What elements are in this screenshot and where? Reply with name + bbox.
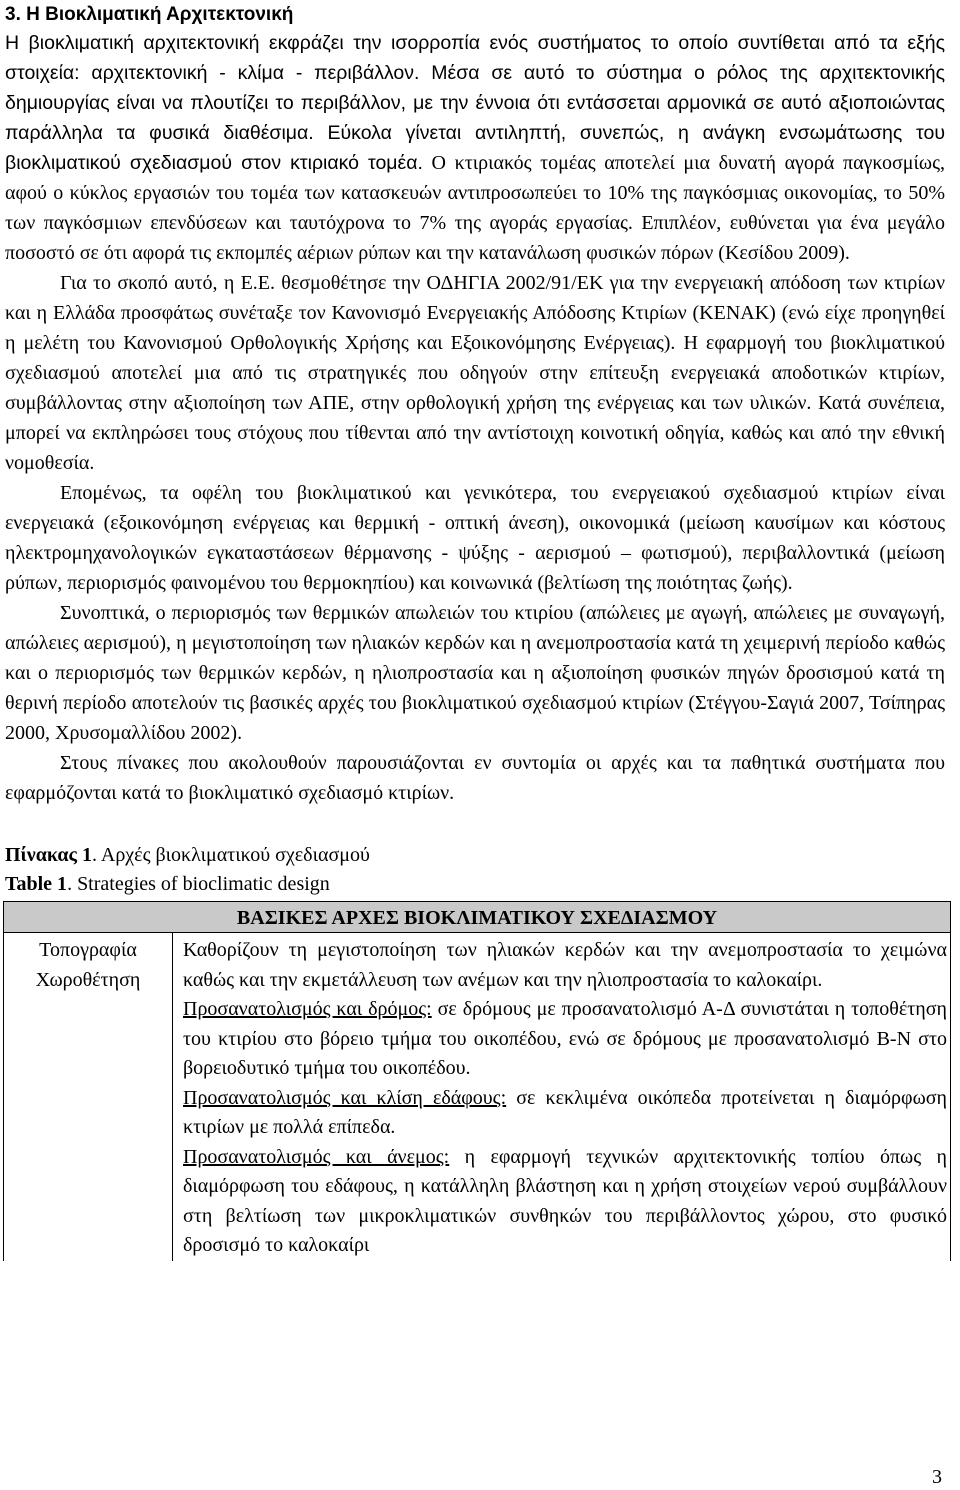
description-item-slope bbox=[183, 1084, 947, 1143]
table-label-greek: Πίνακας 1 bbox=[5, 844, 92, 866]
table-caption-greek bbox=[5, 841, 945, 870]
category-line-2: Χωροθέτηση bbox=[35, 968, 141, 991]
item-text: σε κεκλιμένα οικόπεδα προτείνεται η διαμόρφωση κτιρίων με πολλά επίπεδα. bbox=[183, 1086, 947, 1138]
item-heading: Προσανατολισμός και δρόμος: bbox=[183, 998, 432, 1020]
table-caption-english bbox=[5, 870, 945, 899]
item-text: σε δρόμους με προσανατολισμό Α-Δ συνιστάται η τοποθέτηση του κτιρίου στο βόρειο τμήμα του οικοπέδου, ενώ σε δρόμους με προσανατολισμό Β-Ν στο βορειοδυτικό τμήμα του οικοπέδου. bbox=[183, 998, 947, 1079]
table-label-english: Table 1 bbox=[5, 873, 68, 895]
description-lead: Καθορίζουν τη μεγιστοποίηση των ηλιακών κερδών και την ανεμοπροστασία το χειμώνα καθώς και την εκμετάλλευση των ανέμων και την ηλιοπροστασία το καλοκαίρι. bbox=[183, 939, 947, 991]
item-heading: Προσανατολισμός και άνεμος: bbox=[183, 1145, 450, 1168]
table-header: ΒΑΣΙΚΕΣ ΑΡΧΕΣ ΒΙΟΚΛΙΜΑΤΙΚΟΥ ΣΧΕΔΙΑΣΜΟΥ bbox=[4, 902, 951, 933]
item-text: η εφαρμογή τεχνικών αρχιτεκτονικής τοπίου όπως η διαμόρφωση του εδάφους, η κατάλληλη βλάστηση και η χρήση στοιχείων νερού συμβάλλουν στη βελτίωση των μικροκλιματικών συνθηκών του περιβάλλοντος χώρου, στο φυσικό δροσισμό το καλοκαίρι bbox=[183, 1145, 947, 1256]
category-line-1: Τοπογραφία bbox=[39, 939, 137, 961]
body-paragraph-3: Συνοπτικά, ο περιορισμός των θερμικών απωλειών του κτιρίου (απώλειες με αγωγή, απώλειες με συναγωγή, απώλειες αερισμού), η μεγιστοποίηση των ηλιακών κερδών και η ανεμοπροστασία κατά τη χειμερινή περίοδο καθώς και ο περιορισμός των θερμικών κερδών, η ηλιοπροστασία και η αξιοποίηση φυσικών πηγών δροσισμού κατά τη θερινή περίοδο αποτελούν τις βασικές αρχές του βιοκλιματικού σχεδιασμού κτιρίων (Στέγγου-Σαγιά 2007, Τσίπηρας 2000, Χρυσομαλλίδου 2002). bbox=[5, 602, 945, 744]
body-paragraph-2: Επομένως, τα οφέλη του βιοκλιματικού και γενικότερα, του ενεργειακού σχεδιασμού κτιρίων είναι ενεργειακά (εξοικονόμηση ενέργειας και θερμική - οπτική άνεση), οικονομικά (μείωση καυσίμων και κόστους ηλεκτρομηχανολογικών εγκαταστάσεων θέρμανσης - ψύξης - αερισμού – φωτισμού), περιβαλλοντικά (μείωση ρύπων, περιορισμός φαινομένου του θερμοκηπίου) και κοινωνικά (βελτίωση της ποιότητας ζωής). bbox=[5, 482, 945, 594]
table-row bbox=[4, 933, 951, 1261]
body-paragraph-4: Στους πίνακες που ακολουθούν παρουσιάζονται εν συντομία οι αρχές και τα παθητικά συστήματα που εφαρμόζονται κατά το βιοκλιματικό σχεδιασμό κτιρίων. bbox=[5, 752, 945, 804]
description-item-wind bbox=[183, 1143, 947, 1261]
category-cell bbox=[4, 933, 173, 1261]
description-cell bbox=[173, 933, 951, 1261]
description-item-street bbox=[183, 995, 947, 1084]
table-title-greek: . Αρχές βιοκλιματικού σχεδιασμού bbox=[91, 844, 370, 866]
table-header-row bbox=[4, 902, 951, 933]
intro-continuation: Ο κτιριακός τομέας αποτελεί μια δυνατή αγορά παγκοσμίως, αφού ο κύκλος εργασιών του τομέα των κατασκευών αντιπροσωπεύει το 10% της παγκόσμιας οικονομίας, το 50% των παγκόσμιων επενδύσεων και ταυτόχρονα το 7% της αγοράς εργασίας. Επιπλέον, ευθύνεται για ένα μεγάλο ποσοστό σε ότι αφορά τις εκπομπές αέριων ρύπων και την κατανάλωση φυσικών πόρων (Κεσίδου 2009). bbox=[5, 152, 945, 264]
intro-text: Η βιοκλιματική αρχιτεκτονική εκφράζει την ισορροπία ενός συστήματος το οποίο συντίθεται από τα εξής στοιχεία: αρχιτεκτονική - κλίμα - περιβάλλον. Μέσα σε αυτό το σύστημα ο ρόλος της αρχιτεκτονικής δημιουργίας είναι να πλουτίζει το περιβάλλον, με την έννοια ότι εντάσσεται αρμονικά σε αυτό αξιοποιώντας παράλληλα τα φυσικά διαθέσιμα. Εύκολα γίνεται αντιληπτή, συνεπώς, η ανάγκη ενσωμάτωσης του βιοκλιματικού σχεδιασμού στον κτιριακό τομέα. bbox=[5, 32, 945, 174]
table-caption bbox=[5, 841, 945, 899]
table-title-english: . Strategies of bioclimatic design bbox=[67, 873, 330, 895]
item-heading: Προσανατολισμός και κλίση εδάφους: bbox=[183, 1086, 507, 1109]
document-page bbox=[5, 0, 945, 1261]
section-title: 3. Η Βιοκλιματική Αρχιτεκτονική bbox=[5, 4, 294, 25]
intro-paragraph bbox=[5, 28, 945, 268]
page-number: 3 bbox=[932, 1466, 942, 1488]
strategies-table bbox=[3, 901, 951, 1261]
body-paragraph-1: Για το σκοπό αυτό, η Ε.Ε. θεσμοθέτησε την ΟΔΗΓΙΑ 2002/91/ΕΚ για την ενεργειακή απόδοση των κτιρίων και η Ελλάδα προσφάτως συνέταξε τον Κανονισμό Ενεργειακής Απόδοσης Κτιρίων (ΚΕΝΑΚ) (ενώ είχε προηγηθεί η μελέτη του Κανονισμού Ορθολογικής Χρήσης και Εξοικονόμησης Ενέργειας). Η εφαρμογή του βιοκλιματικού σχεδιασμού αποτελεί μια από τις στρατηγικές που οδηγούν στην επίτευξη ενεργειακά αποδοτικών κτιρίων, συμβάλλοντας στην αξιοποίηση των ΑΠΕ, στην ορθολογική χρήση της ενέργειας και των υλικών. Κατά συνέπεια, μπορεί να εκπληρώσει τους στόχους που τίθενται από την αντίστοιχη κοινοτική οδηγία, καθώς και από την εθνική νομοθεσία. bbox=[5, 272, 945, 474]
